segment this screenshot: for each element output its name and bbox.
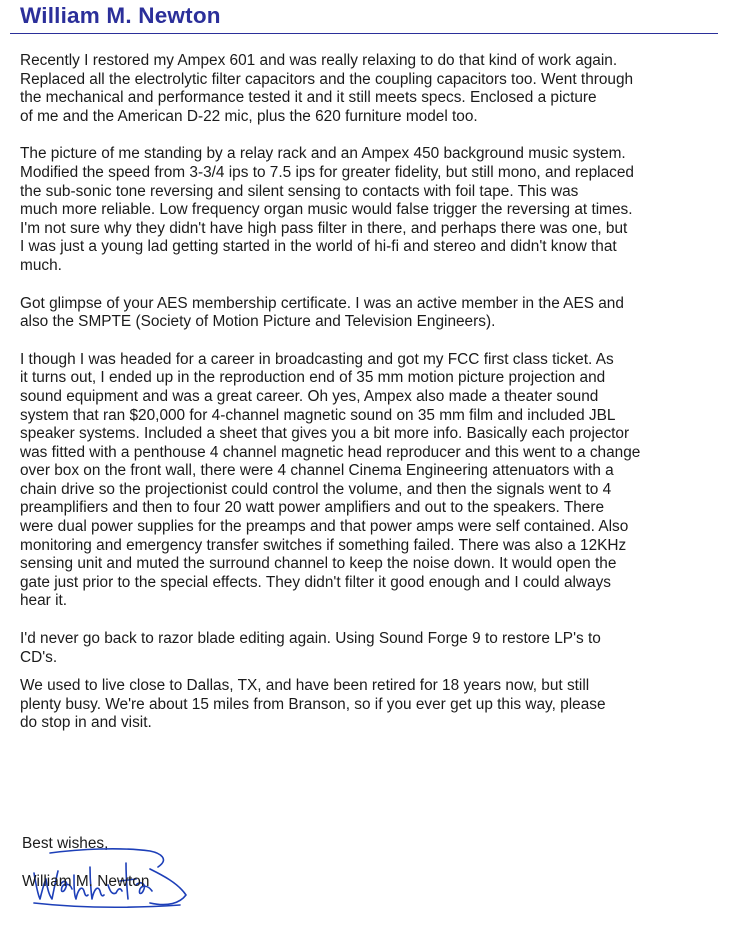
text-line: also the SMPTE (Society of Motion Picture and Television Engineers). xyxy=(20,313,496,331)
text-line: The picture of me standing by a relay rack and an Ampex 450 background music system. xyxy=(20,145,626,163)
text-line: hear it. xyxy=(20,592,68,610)
text-line: Got glimpse of your AES membership certificate. I was an active member in the AES and xyxy=(20,294,624,312)
text-line: sound equipment and was a great career. Oh yes, Ampex also made a theater sound xyxy=(20,387,599,405)
paragraph-aes xyxy=(20,295,732,332)
text-line: speaker systems. Included a sheet that gives you a bit more info. Basically each projector xyxy=(20,425,630,443)
text-line: Recently I restored my Ampex 601 and was really relaxing to do that kind of work again. xyxy=(20,52,618,69)
text-line: I'd never go back to razor blade editing again. Using Sound Forge 9 to restore LP's to xyxy=(20,630,601,648)
text-line: do stop in and visit. xyxy=(20,714,152,732)
signed-name: William M. Newton xyxy=(22,873,150,890)
paragraph-location xyxy=(20,677,732,733)
text-line: were dual power supplies for the preamps and that power amps were self contained. Also xyxy=(20,518,629,536)
text-line: much. xyxy=(20,256,62,274)
paragraph-career xyxy=(20,351,732,611)
text-line: preamplifiers and then to four 20 watt power amplifiers and out to the speakers. There xyxy=(20,499,605,517)
text-line: Modified the speed from 3-3/4 ips to 7.5 ips for greater fidelity, but still mono, and replaced xyxy=(20,163,634,181)
closing-salutation: Best wishes, xyxy=(22,835,109,852)
letter-body xyxy=(20,52,732,753)
paragraph-relay-rack xyxy=(20,145,732,275)
text-line: I'm not sure why they didn't have high pass filter in there, and perhaps there was one, but xyxy=(20,219,628,237)
text-line: of me and the American D-22 mic, plus the 620 furniture model too. xyxy=(20,107,478,125)
text-line: gate just prior to the special effects. They didn't filter it good enough and I could always xyxy=(20,573,611,591)
text-line: plenty busy. We're about 15 miles from Branson, so if you ever get up this way, please xyxy=(20,695,606,713)
text-line: was fitted with a penthouse 4 channel magnetic head reproducer and this went to a change xyxy=(20,443,641,461)
text-line: I though I was headed for a career in broadcasting and got my FCC first class ticket. As xyxy=(20,350,614,368)
text-line: CD's. xyxy=(20,648,58,666)
letter-title: William M. Newton xyxy=(20,3,221,28)
text-line: monitoring and emergency transfer switches if something failed. There was also a 12KHz xyxy=(20,536,627,554)
text-line: I was just a young lad getting started in the world of hi-fi and stereo and didn't know that xyxy=(20,238,617,256)
text-line: system that ran $20,000 for 4-channel magnetic sound on 35 mm film and included JBL xyxy=(20,406,616,424)
paragraph-editing xyxy=(20,630,732,667)
text-line: over box on the front wall, there were 4 channel Cinema Engineering attenuators with a xyxy=(20,462,614,480)
text-line: the sub-sonic tone reversing and silent sensing to contacts with foil tape. This was xyxy=(20,182,579,200)
text-line: sensing unit and muted the surround channel to keep the noise down. It would open the xyxy=(20,555,617,573)
text-line: chain drive so the projectionist could control the volume, and then the signals went to 4 xyxy=(20,480,612,498)
text-line: We used to live close to Dallas, TX, and have been retired for 18 years now, but still xyxy=(20,677,590,695)
title-underline xyxy=(10,33,718,34)
paragraph-restoration xyxy=(20,52,732,126)
text-line: much more reliable. Low frequency organ music would false trigger the reversing at times. xyxy=(20,201,633,219)
text-line: it turns out, I ended up in the reproduction end of 35 mm motion picture projection and xyxy=(20,369,606,387)
text-line: the mechanical and performance tested it and it still meets specs. Enclosed a picture xyxy=(20,89,597,107)
text-line: Replaced all the electrolytic filter capacitors and the coupling capacitors too. Went through xyxy=(20,70,634,88)
